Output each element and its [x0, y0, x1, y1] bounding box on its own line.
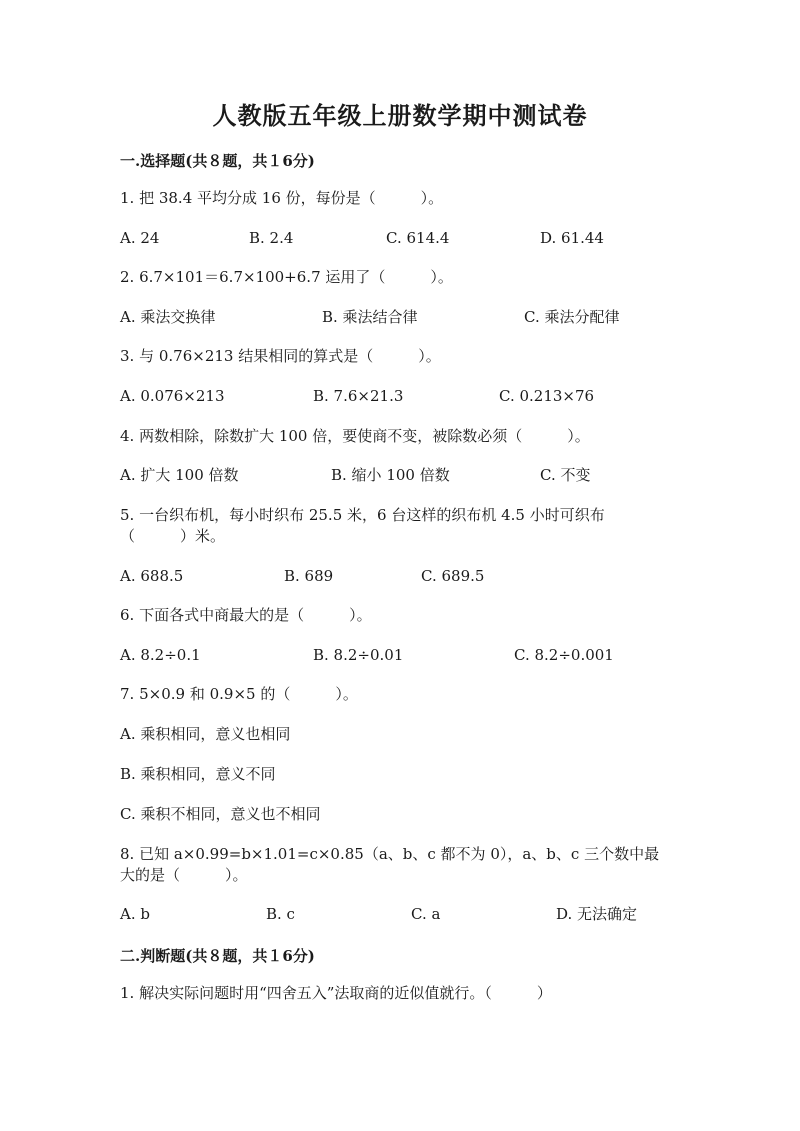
- q3-option-c: C. 0.213×76: [499, 387, 595, 405]
- q4-option-a: A. 扩大 100 倍数: [120, 466, 239, 484]
- q4-option-c: C. 不变: [540, 466, 591, 484]
- q2-option-a: A. 乘法交换律: [120, 308, 216, 326]
- q4-option-b: B. 缩小 100 倍数: [331, 466, 450, 484]
- q7-option-c: C. 乘积不相同，意义也不相同: [120, 805, 321, 823]
- q8-option-b: B. c: [266, 905, 295, 923]
- q2-option-b: B. 乘法结合律: [322, 308, 418, 326]
- page-title: 人教版五年级上册数学期中测试卷: [212, 101, 588, 130]
- q1-option-d: D. 61.44: [540, 229, 604, 247]
- judgement-1: 1. 解决实际问题时用“四舍五入”法取商的近似值就行。（ ）: [120, 984, 552, 1002]
- q1-option-a: A. 24: [120, 229, 160, 247]
- question-3: 3. 与 0.76×213 结果相同的算式是（ ）。: [120, 347, 441, 365]
- question-7: 7. 5×0.9 和 0.9×5 的（ ）。: [120, 685, 358, 703]
- q5-option-a: A. 688.5: [120, 567, 184, 585]
- q2-option-c: C. 乘法分配律: [524, 308, 620, 326]
- q6-option-c: C. 8.2÷0.001: [514, 646, 614, 664]
- q8-option-d: D. 无法确定: [556, 905, 638, 923]
- q6-option-a: A. 8.2÷0.1: [120, 646, 201, 664]
- question-4: 4. 两数相除，除数扩大 100 倍，要使商不变，被除数必须（ ）。: [120, 427, 590, 445]
- question-5-line-1: 5. 一台织布机，每小时织布 25.5 米，6 台这样的织布机 4.5 小时可织布: [120, 506, 605, 524]
- section-heading-judgement: 二.判断题(共８题，共１6分): [120, 947, 315, 965]
- q3-option-a: A. 0.076×213: [120, 387, 225, 405]
- q5-option-c: C. 689.5: [421, 567, 485, 585]
- q1-option-b: B. 2.4: [249, 229, 294, 247]
- section-heading-choice: 一.选择题(共８题，共１6分): [120, 152, 315, 170]
- question-1: 1. 把 38.4 平均分成 16 份，每份是（ ）。: [120, 189, 444, 207]
- q7-option-a: A. 乘积相同，意义也相同: [120, 725, 291, 743]
- question-2: 2. 6.7×101＝6.7×100+6.7 运用了（ ）。: [120, 268, 453, 286]
- q8-option-c: C. a: [411, 905, 441, 923]
- q6-option-b: B. 8.2÷0.01: [313, 646, 404, 664]
- question-5-line-2: （ ）米。: [120, 527, 226, 545]
- q7-option-b: B. 乘积相同，意义不同: [120, 765, 276, 783]
- q5-option-b: B. 689: [284, 567, 334, 585]
- q8-option-a: A. b: [120, 905, 150, 923]
- question-8-line-2: 大的是（ ）。: [120, 866, 248, 884]
- question-8-line-1: 8. 已知 a×0.99=b×1.01=c×0.85（a、b、c 都不为 0），a、b、c 三个数中最: [120, 845, 660, 863]
- q3-option-b: B. 7.6×21.3: [313, 387, 404, 405]
- q1-option-c: C. 614.4: [386, 229, 450, 247]
- question-6: 6. 下面各式中商最大的是（ ）。: [120, 606, 372, 624]
